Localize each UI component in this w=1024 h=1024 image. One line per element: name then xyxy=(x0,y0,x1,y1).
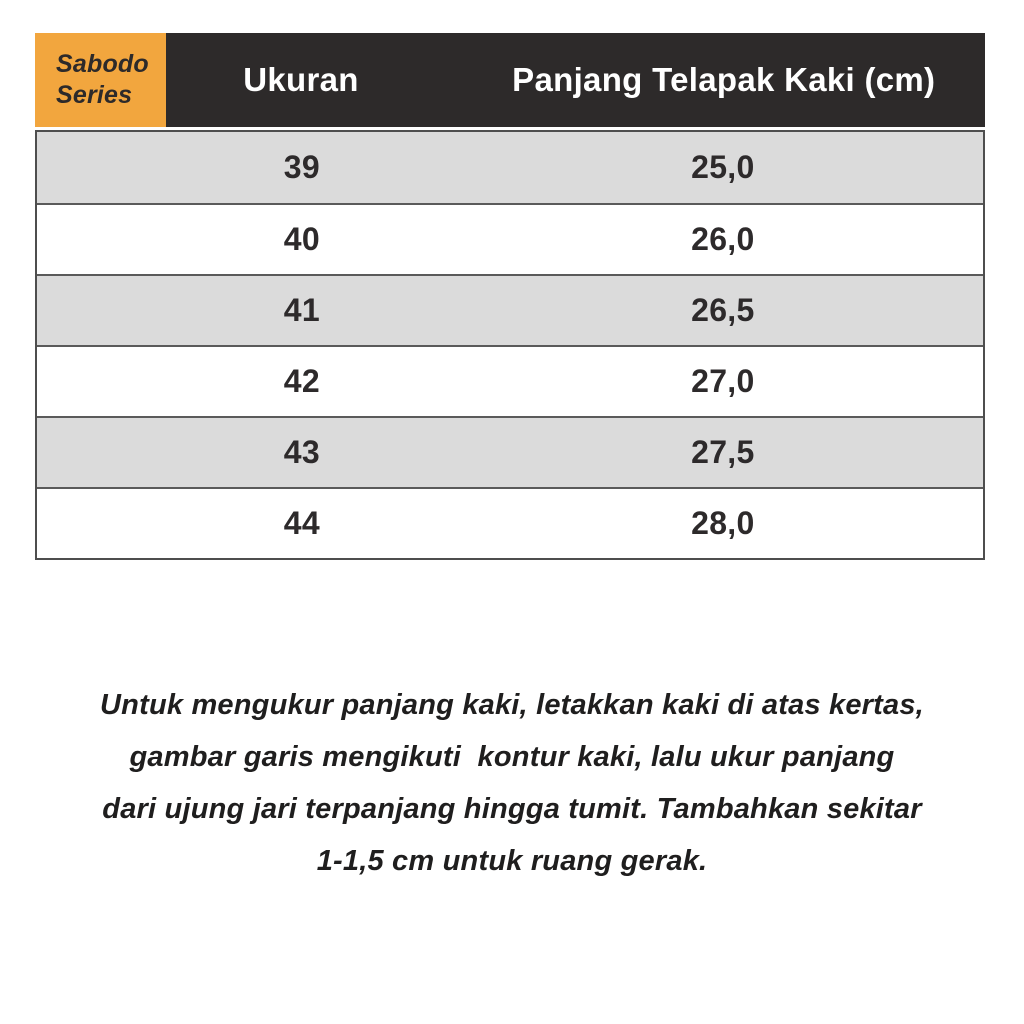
size-cell: 40 xyxy=(283,221,320,257)
column-header-panjang-telapak-kaki: Panjang Telapak Kaki (cm) xyxy=(512,61,936,98)
length-cell: 27,0 xyxy=(691,363,755,399)
measurement-note xyxy=(0,679,1024,887)
table-row xyxy=(37,274,983,345)
size-chart-table xyxy=(35,33,985,560)
table-header-row xyxy=(35,33,985,127)
table-row xyxy=(37,487,983,558)
size-cell: 41 xyxy=(283,292,320,328)
table-row xyxy=(37,416,983,487)
note-line: gambar garis mengikuti kontur kaki, lalu ukur panjang xyxy=(129,741,895,773)
note-line: 1-1,5 cm untuk ruang gerak. xyxy=(316,845,708,877)
note-line: Untuk mengukur panjang kaki, letakkan kaki di atas kertas, xyxy=(100,689,924,721)
table-row xyxy=(37,345,983,416)
length-cell: 26,0 xyxy=(691,221,755,257)
size-cell: 43 xyxy=(283,434,320,470)
table-row xyxy=(37,203,983,274)
size-cell: 44 xyxy=(283,505,320,541)
length-cell: 28,0 xyxy=(691,505,755,541)
table-body xyxy=(35,130,985,560)
brand-badge-line1: Sabodo xyxy=(56,50,149,78)
brand-badge-line2: Series xyxy=(56,81,133,109)
length-cell: 26,5 xyxy=(691,292,755,328)
column-header-ukuran: Ukuran xyxy=(243,61,359,98)
note-line: dari ujung jari terpanjang hingga tumit. Tambahkan sekitar xyxy=(102,793,922,825)
size-cell: 39 xyxy=(283,149,320,185)
size-cell: 42 xyxy=(283,363,320,399)
length-cell: 27,5 xyxy=(691,434,755,470)
table-row xyxy=(37,132,983,203)
brand-badge xyxy=(35,33,166,127)
length-cell: 25,0 xyxy=(691,149,755,185)
